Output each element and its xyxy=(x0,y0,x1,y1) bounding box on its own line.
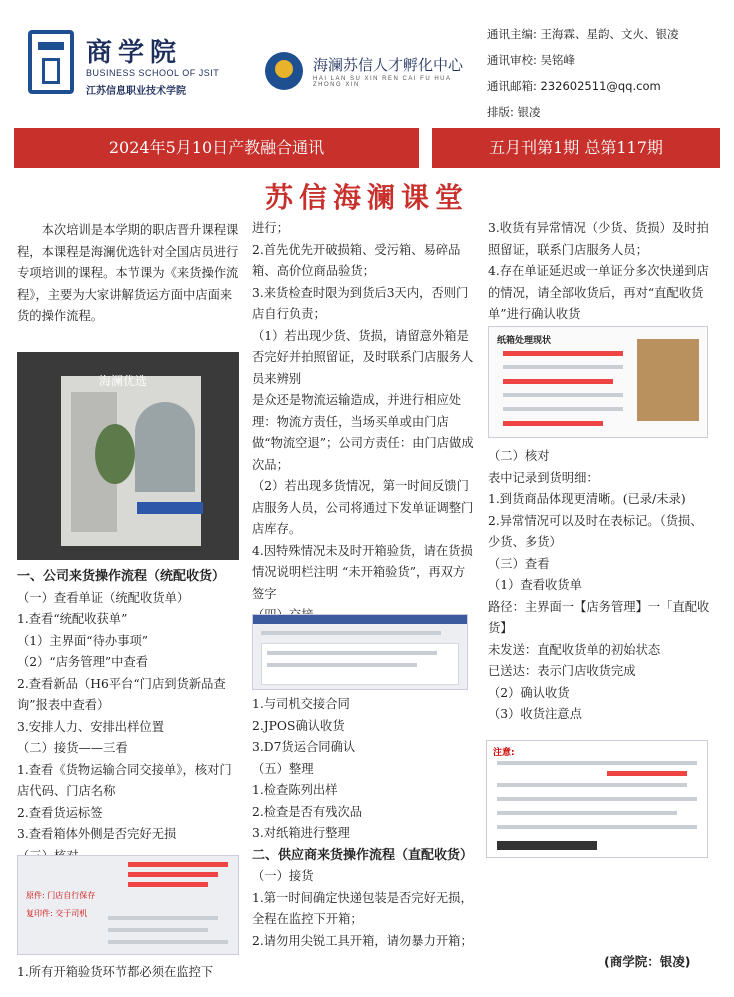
text-line: 是众还是物流运输造成，并进行相应处理：物流方责任，当场买单或由门店做“物流空退”；公司方责任：由门店做成次品； xyxy=(252,393,474,472)
text-line: 进行； xyxy=(252,221,289,235)
banner-date: 2024年5月10日产教融合通讯 xyxy=(14,128,419,168)
contract-image xyxy=(17,855,239,955)
text-line: 2.首先优先开破损箱、受污箱、易碎品箱、高价位商品验货； xyxy=(252,242,461,278)
text-line: 表中记录到货明细： xyxy=(488,470,599,485)
text-line: 未发送：直配收货单的初始状态 xyxy=(488,642,661,657)
text-line: 2.异常情况可以及时在表标记。（货损、少货、多货） xyxy=(488,513,703,549)
text-line: 1.第一时间确定快递包装是否完好无损，全程在监控下开箱； xyxy=(252,890,473,926)
info-editors: 通讯主编: 王海霖、星韵、文火、银凌 xyxy=(487,27,679,41)
text-line: 4.因特殊情况未及时开箱验货，请在货损情况说明栏注明 “未开箱验货”，再双方签字 xyxy=(252,543,473,601)
banner-issue: 五月刊第1期 总第117期 xyxy=(432,128,720,168)
school-name-en: BUSINESS SCHOOL OF JSIT xyxy=(86,68,220,78)
section-heading: 一、公司来货操作流程（统配收货） xyxy=(17,569,226,584)
text-line: 已送达：表示门店收货完成 xyxy=(488,664,636,678)
store-photo xyxy=(17,352,239,560)
text-line: 3.D7货运合同确认 xyxy=(252,740,356,754)
image-title: 纸箱处理现状 xyxy=(497,336,552,346)
text-line: （3）收货注意点 xyxy=(488,707,582,721)
text-line: （2）若出现多货情况，第一时间反馈门店服务人员，公司将通过下发单证调整门店库存。 xyxy=(252,479,474,536)
col1-tail: 1.所有开箱验货环节都必须在监控下 xyxy=(17,965,214,979)
text-line: （二）核对 xyxy=(488,449,550,463)
col3-text xyxy=(488,218,713,326)
text-line: 3.来货检查时限为到货后3天内，否则门店自行负责； xyxy=(252,285,469,321)
text-line: （一）接货 xyxy=(252,869,314,883)
text-line: 1.到货商品体现更清晰。(已录/未录) xyxy=(488,492,686,506)
center-emblem-icon xyxy=(265,52,303,90)
center-name: 海澜苏信人才孵化中心 xyxy=(313,56,464,74)
text-line: 1.检查陈列出样 xyxy=(252,783,338,797)
text-line: （1）查看收货单 xyxy=(488,578,582,592)
notes-image xyxy=(486,740,708,858)
section-heading: 二、供应商来货操作流程（直配收货） xyxy=(252,847,474,863)
info-email: 通讯邮箱: 232602511@qq.com xyxy=(487,79,661,93)
text-line: 3.收货有异常情况（少货、货损）及时拍照留证，联系门店服务人员； xyxy=(488,221,709,257)
col2-text2 xyxy=(252,694,474,952)
text-line: 1.查看“统配收获单” xyxy=(17,612,128,626)
center-logo xyxy=(265,52,475,92)
text-line: （2）“店务管理”中查看 xyxy=(17,655,149,669)
text-line: （一）查看单证（统配收货单） xyxy=(17,590,190,605)
text-line: （五）整理 xyxy=(252,761,314,776)
text-line: 路径：主界面一【店务管理】一「直配收货】 xyxy=(488,599,710,635)
text-line: 1.查看《货物运输合同交接单》，核对门店代码、门店名称 xyxy=(17,762,232,798)
image-label: 复印件: 交于司机 xyxy=(26,909,88,918)
text-line: 3.查看箱体外侧是否完好无损 xyxy=(17,827,177,841)
info-layout: 排版: 银凌 xyxy=(487,105,541,119)
carton-image xyxy=(488,326,708,438)
text-line: 2.JPOS确认收货 xyxy=(252,718,345,733)
text-line: （二）接货——三看 xyxy=(17,741,128,755)
text-line: 2.检查是否有残次品 xyxy=(252,804,363,819)
school-subtitle: 江苏信息职业技术学院 xyxy=(86,86,186,97)
text-line: （2）确认收货 xyxy=(488,685,570,700)
school-emblem-icon xyxy=(28,30,74,94)
footer-credit: (商学院：银凌) xyxy=(604,954,691,969)
page-title: 苏信海澜课堂 xyxy=(264,181,469,214)
text-line: 4.存在单证延迟或一单证分多次快递到店的情况，请全部收货后，再对“直配收货单”进行确认收货 xyxy=(488,264,709,321)
col3-text2 xyxy=(488,446,713,726)
center-pinyin: HAI LAN SU XIN REN CAI FU HUA ZHONG XIN xyxy=(313,76,452,88)
school-logo xyxy=(28,30,238,100)
image-label: 原件: 门店自行保存 xyxy=(26,891,96,900)
col1-text xyxy=(17,566,239,867)
text-line: 2.查看货运标签 xyxy=(17,805,103,820)
text-line: 3.对纸箱进行整理 xyxy=(252,826,350,840)
text-line: （1）若出现少货、货损，请留意外箱是否完好并拍照留证，及时联系门店服务人员来辨别 xyxy=(252,328,474,386)
system-screenshot xyxy=(252,614,468,690)
info-reviewer: 通讯审校: 吴铭峰 xyxy=(487,53,576,67)
col2-text xyxy=(252,218,474,627)
text-line: （三）查看 xyxy=(488,556,550,571)
intro-paragraph: 本次培训是本学期的职店晋升课程课程，本课程是海澜优选针对全国店员进行专项培训的课程。本节课为《来货操作流程》，主要为大家讲解货运方面中店面来货的操作流程。 xyxy=(17,223,239,323)
text-line: 3.安排人力、安排出样位置 xyxy=(17,719,164,734)
text-line: 2.请勿用尖锐工具开箱，请勿暴力开箱； xyxy=(252,933,473,948)
text-line: （1）主界面“待办事项” xyxy=(17,633,149,648)
image-title: 注意: xyxy=(493,748,515,758)
school-name: 商学院 xyxy=(86,38,183,68)
store-sign: 海澜优选 xyxy=(99,374,148,388)
text-line: 2.查看新品（H6平台“门店到货新品查询”报表中查看） xyxy=(17,676,226,712)
text-line: 1.与司机交接合同 xyxy=(252,697,350,711)
